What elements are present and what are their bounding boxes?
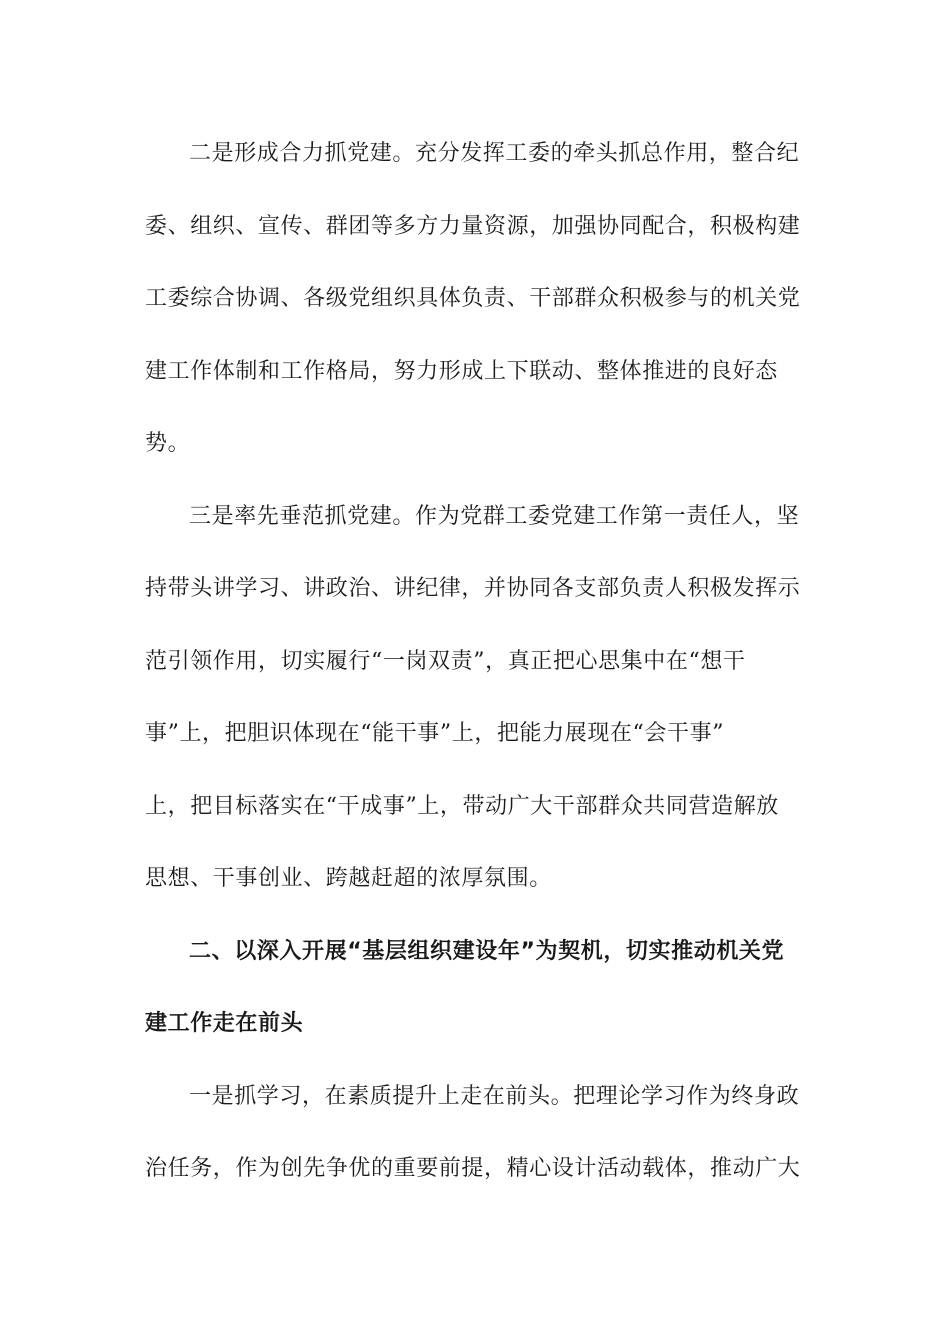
paragraph-study <box>145 1061 805 1206</box>
paragraph-lead-by-example <box>145 481 805 916</box>
heading-line: 二、以深入开展“基层组织建设年”为契机，切实推动机关党 <box>189 938 785 964</box>
paragraph-line: 治任务，作为创先争优的重要前提，精心设计活动载体，推动广大 <box>145 1156 801 1181</box>
paragraph-form-synergy <box>145 118 805 481</box>
paragraph-line: 一是抓学习，在素质提升上走在前头。把理论学习作为终身政 <box>189 1083 800 1109</box>
heading-line: 建工作走在前头 <box>145 1011 304 1036</box>
paragraph-line: 持带头讲学习、讲政治、讲纪律，并协同各支部负责人积极发挥示 <box>145 576 801 601</box>
paragraph-line: 范引领作用，切实履行“一岗双责”，真正把心思集中在“想干 <box>145 648 746 674</box>
paragraph-line: 三是率先垂范抓党建。作为党群工委党建工作第一责任人，坚 <box>189 503 800 529</box>
paragraph-line: 工委综合协调、各级党组织具体负责、干部群众积极参与的机关党 <box>145 286 801 311</box>
paragraph-line: 二是形成合力抓党建。充分发挥工委的牵头抓总作用，整合纪 <box>189 141 800 166</box>
paragraph-line: 建工作体制和工作格局，努力形成上下联动、整体推进的良好态 <box>145 358 778 384</box>
paragraph-line: 势。 <box>145 431 191 456</box>
paragraph-line: 思想、干事创业、跨越赶超的浓厚氛围。 <box>145 866 552 891</box>
paragraph-line: 事”上，把胆识体现在“能干事”上，把能力展现在“会干事” <box>145 721 725 746</box>
document-body <box>145 118 805 1206</box>
paragraph-line: 委、组织、宣传、群团等多方力量资源，加强协同配合，积极构建 <box>145 213 801 239</box>
section-heading <box>145 916 805 1061</box>
paragraph-line: 上，把目标落实在“干成事”上，带动广大干部群众共同营造解放 <box>145 793 779 819</box>
